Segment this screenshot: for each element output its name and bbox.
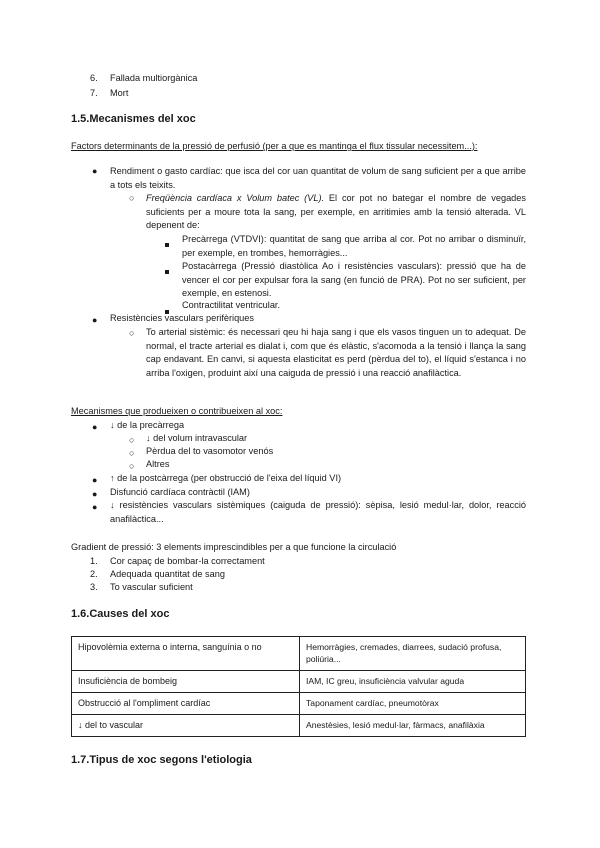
list-number: 1. — [90, 556, 98, 566]
examples-cell: IAM, IC greu, insuficiència valvular aguda — [300, 671, 526, 693]
bullet-circle-icon: ○ — [129, 328, 135, 338]
resistencies-text: Resistències vasculars perifèriques — [110, 313, 254, 323]
list-number: 2. — [90, 569, 98, 579]
to-arterial-text: To arterial sistèmic: és necessari qeu hi haja sang i que els vasos tinguen un to adequat. De normal, el tracte arterial es dialat i, com que és elàstic, s'acomoda a la tensió i llança la sang cap endavant. En canvi, si aquesta elasticitat es perd (pèrdua del to), el líquid s'estanca i no arriba l'oxigen, produint així una caiguda de pressió i una reacció anafilàctica. — [146, 327, 526, 378]
list-item: Cor capaç de bombar-la correctament — [110, 556, 265, 566]
bullet-disc-icon: ● — [92, 489, 98, 499]
examples-cell: Anestèsies, lesió medul·lar, fàrmacs, anafilàxia — [300, 715, 526, 737]
precarrega-text: Precàrrega (VTDVI): quantitat de sang que arriba al cor. Pot no arribar o disminuïr, per exemple, en trombes, hemorràgies... — [182, 234, 526, 258]
list-item: Adequada quantitat de sang — [110, 569, 225, 579]
mec-precarrega: ↓ de la precàrrega — [110, 420, 185, 430]
examples-cell: Taponament cardíac, pneumotòrax — [300, 693, 526, 715]
list-item: Mort — [110, 88, 129, 98]
rendiment-text: Rendiment o gasto cardíac: que isca del cor uan quantitat de volum de sang suficient per a que arribe a tots els teixits. — [110, 166, 526, 190]
list-number: 6. — [90, 73, 98, 83]
mec-resistencies: ↓ resistències vasculars sistèmiques (caiguda de pressió): sèpisa, lesió medul·lar, dolor, reacció anafilàctica... — [110, 500, 526, 524]
bullet-circle-icon: ○ — [129, 461, 135, 471]
postcarrega-text: Postacàrrega (Pressió diastòlica Ao i resistències vasculars): pressió que ha de vencer el cor per expulsar fora la sang (en funció de PRA). Pot no ser suficient, per exemple, en estenosi. — [182, 261, 526, 298]
contractilitat-text: Contractilitat ventricular. — [182, 300, 281, 310]
section-heading-1-5: 1.5.Mecanismes del xoc — [71, 113, 196, 125]
cause-cell: Obstrucció al l'ompliment cardíac — [72, 693, 300, 715]
bullet-disc-icon: ● — [92, 166, 98, 176]
bullet-disc-icon: ● — [92, 502, 98, 512]
freq-label: Freqüència cardíaca x Volum batec (VL). — [146, 193, 325, 203]
bullet-circle-icon: ○ — [129, 448, 135, 458]
freq-text: El cor pot no bategar el nombre de vegades suficients per a moure tota la sang, per exemple, en arritimies amb la tensió alterada. VL depenent de: — [146, 193, 526, 230]
bullet-circle-icon: ○ — [129, 193, 135, 203]
list-number: 3. — [90, 582, 98, 592]
table-row — [72, 715, 526, 737]
mec-postcarrega: ↑ de la postcàrrega (per obstrucció de l'eixa del líquid VI) — [110, 473, 342, 483]
mec-disfuncio: Disfunció cardíaca contràctil (IAM) — [110, 487, 250, 497]
mec-volum: ↓ del volum intravascular — [146, 433, 248, 443]
table-row — [72, 693, 526, 715]
list-number: 7. — [90, 88, 98, 98]
table-row — [72, 637, 526, 671]
mecanismes-heading: Mecanismes que produeixen o contribueixen al xoc: — [71, 406, 283, 416]
table-row — [72, 671, 526, 693]
freq-paragraph — [146, 192, 526, 233]
gradient-text: Gradient de pressió: 3 elements imprescindibles per a que funcione la circulació — [71, 542, 397, 552]
bullet-square-icon — [165, 266, 169, 276]
bullet-disc-icon: ● — [92, 475, 98, 485]
mec-perdua: Pèrdua del to vasomotor venós — [146, 446, 274, 456]
section-heading-1-7: 1.7.Tipus de xoc segons l'etiologia — [71, 754, 252, 766]
bullet-square-icon — [165, 239, 169, 249]
bullet-circle-icon: ○ — [129, 435, 135, 445]
section-heading-1-6: 1.6.Causes del xoc — [71, 608, 170, 620]
list-item: To vascular suficient — [110, 582, 193, 592]
bullet-disc-icon: ● — [92, 315, 98, 325]
examples-cell: Hemorràgies, cremades, diarrees, sudació profusa, poliúria... — [300, 637, 526, 671]
cause-cell: Insuficiència de bombeig — [72, 671, 300, 693]
causes-table — [71, 636, 526, 737]
mec-altres: Altres — [146, 459, 170, 469]
factors-heading: Factors determinants de la pressió de perfusió (per a que es mantinga el flux tissular necessitem...): — [71, 141, 478, 151]
list-item: Fallada multiorgànica — [110, 73, 198, 83]
bullet-disc-icon: ● — [92, 422, 98, 432]
cause-cell: Hipovolèmia externa o interna, sanguínia o no — [72, 637, 300, 671]
cause-cell: ↓ del to vascular — [72, 715, 300, 737]
